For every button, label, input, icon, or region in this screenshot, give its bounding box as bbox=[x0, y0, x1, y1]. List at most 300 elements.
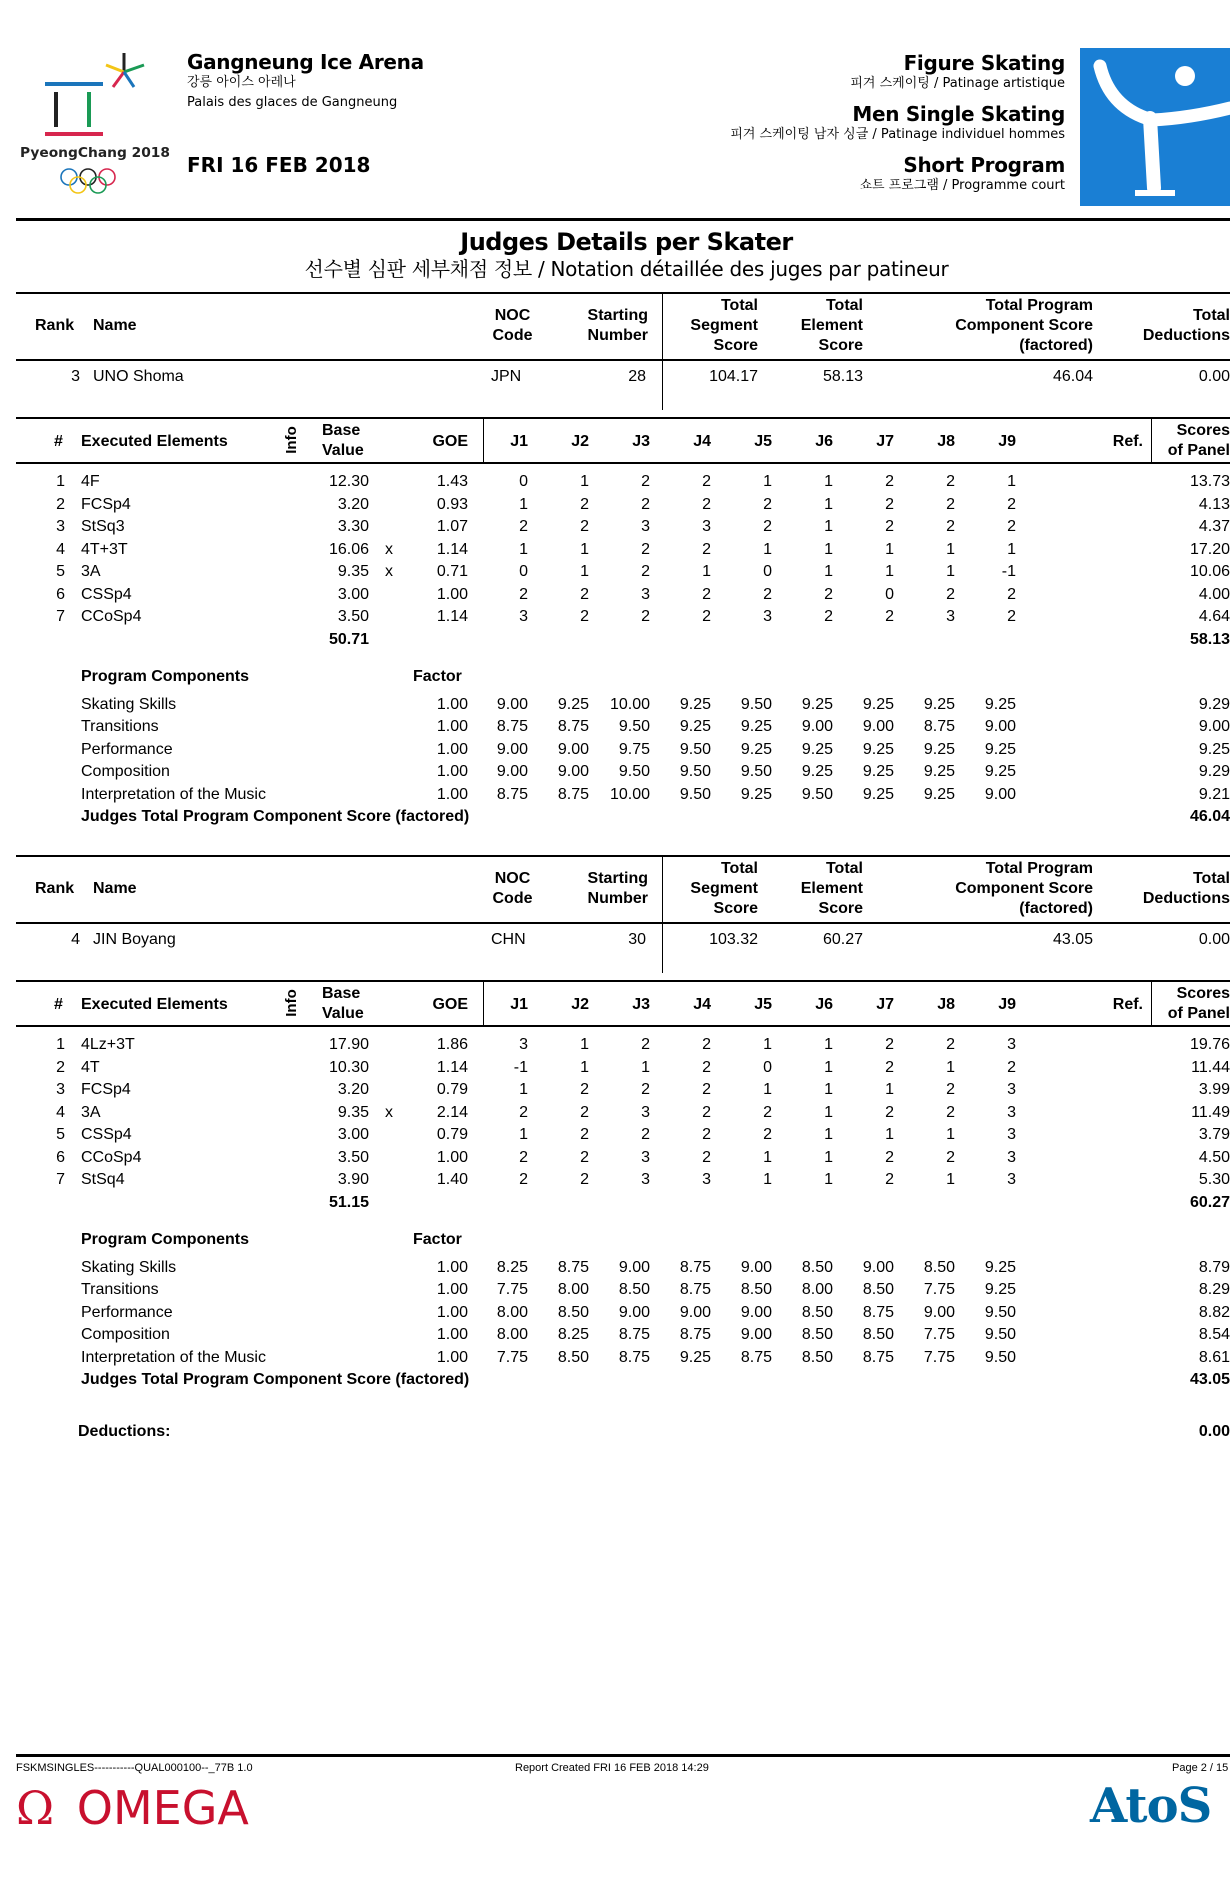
col-judge-header: J8 bbox=[937, 996, 955, 1013]
col-judge-header: J5 bbox=[754, 433, 772, 450]
component-factor: 1.00 bbox=[436, 718, 468, 735]
element-judge-score: 1 bbox=[885, 1081, 894, 1098]
element-judge-score: 1 bbox=[824, 518, 833, 535]
component-judge-score: 9.50 bbox=[679, 740, 711, 758]
skater-rank: 4 bbox=[71, 931, 80, 948]
element-judge-score: 1 bbox=[824, 1081, 833, 1098]
element-judge-score: 1 bbox=[824, 1058, 833, 1076]
col-pcs-header-2: Component Score bbox=[955, 317, 1093, 334]
event-title: Men Single Skating bbox=[852, 102, 1065, 126]
col-judge-header: J8 bbox=[937, 433, 955, 450]
component-judge-score: 8.75 bbox=[679, 1258, 711, 1276]
component-judge-score: 9.50 bbox=[740, 695, 772, 713]
component-judge-score: 9.25 bbox=[923, 763, 955, 780]
col-pcs-header-2: Component Score bbox=[955, 880, 1093, 897]
component-judge-score: 8.75 bbox=[618, 1326, 650, 1343]
col-tes-header-2: Element bbox=[800, 317, 863, 334]
col-tes-header-3: Score bbox=[818, 900, 863, 917]
element-judge-score: 2 bbox=[946, 1148, 955, 1166]
component-name: Performance bbox=[81, 1303, 173, 1321]
summary-header-rule bbox=[16, 922, 1230, 924]
omega-wordmark: OMEGA bbox=[76, 1781, 249, 1835]
component-judge-score: 8.00 bbox=[496, 1326, 528, 1343]
component-judge-score: 9.25 bbox=[984, 740, 1016, 758]
component-judge-score: 8.50 bbox=[801, 1303, 833, 1321]
element-base-value: 3.50 bbox=[337, 608, 369, 625]
element-judge-score: 2 bbox=[580, 1148, 589, 1166]
col-judge-header: J1 bbox=[510, 996, 528, 1013]
element-judge-score: 2 bbox=[946, 1036, 955, 1053]
element-judge-score: 1 bbox=[824, 1126, 833, 1143]
element-goe: 1.40 bbox=[436, 1171, 468, 1188]
element-base-value: 17.90 bbox=[328, 1036, 369, 1053]
element-bonus-flag: x bbox=[385, 563, 393, 580]
element-judge-score: 2 bbox=[824, 585, 833, 603]
col-base-header-2: Value bbox=[322, 442, 364, 459]
elements-top-rule bbox=[16, 980, 1230, 982]
component-judge-score: 9.50 bbox=[618, 718, 650, 735]
element-judge-score: 1 bbox=[763, 1171, 772, 1188]
element-goe: 0.79 bbox=[436, 1126, 468, 1143]
component-panel-score: 8.82 bbox=[1198, 1303, 1230, 1321]
element-judge-score: 2 bbox=[763, 495, 772, 513]
element-number: 6 bbox=[56, 1148, 65, 1166]
element-judge-score: 2 bbox=[824, 608, 833, 625]
component-factor: 1.00 bbox=[436, 1281, 468, 1298]
deductions-label: Deductions: bbox=[78, 1423, 171, 1440]
element-judge-score: 2 bbox=[702, 608, 711, 625]
col-goe-header: GOE bbox=[432, 433, 468, 450]
element-panel-score: 4.00 bbox=[1198, 585, 1230, 603]
element-base-value: 3.50 bbox=[337, 1148, 369, 1166]
element-bonus-flag: x bbox=[385, 1103, 393, 1121]
component-panel-score: 8.61 bbox=[1198, 1348, 1230, 1366]
element-goe: 1.43 bbox=[436, 473, 468, 490]
element-goe: 1.14 bbox=[436, 540, 468, 558]
venue-french: Palais des glaces de Gangneung bbox=[187, 95, 398, 110]
col-ded-header-2: Deductions bbox=[1142, 327, 1230, 344]
component-judge-score: 8.25 bbox=[557, 1326, 589, 1343]
element-base-value: 9.35 bbox=[337, 563, 369, 580]
component-judge-score: 9.25 bbox=[984, 763, 1016, 780]
element-goe: 1.07 bbox=[436, 518, 468, 535]
element-judge-score: 2 bbox=[580, 495, 589, 513]
element-judge-score: 3 bbox=[1007, 1126, 1016, 1143]
component-judge-score: 9.25 bbox=[801, 763, 833, 780]
element-panel-score: 4.37 bbox=[1198, 518, 1230, 535]
element-code: 3A bbox=[81, 563, 101, 580]
col-base-header-2: Value bbox=[322, 1005, 364, 1022]
component-judge-score: 9.00 bbox=[862, 718, 894, 735]
component-judge-score: 9.25 bbox=[679, 1348, 711, 1366]
element-judge-score: 2 bbox=[946, 585, 955, 603]
component-name: Transitions bbox=[81, 718, 159, 735]
element-code: CCoSp4 bbox=[81, 608, 142, 625]
header-divider bbox=[16, 218, 1230, 221]
component-judge-score: 8.75 bbox=[740, 1348, 772, 1366]
component-judge-score: 9.25 bbox=[923, 740, 955, 758]
component-factor: 1.00 bbox=[436, 1348, 468, 1366]
element-judge-score: 2 bbox=[885, 1058, 894, 1076]
program-components-header: Program Components bbox=[81, 1230, 250, 1248]
element-judge-score: 2 bbox=[519, 518, 528, 535]
element-base-value: 3.20 bbox=[337, 1081, 369, 1098]
col-goe-header: GOE bbox=[432, 996, 468, 1013]
component-factor: 1.00 bbox=[436, 1303, 468, 1321]
element-judge-score: 3 bbox=[1007, 1171, 1016, 1188]
element-judge-score: 1 bbox=[946, 1171, 955, 1188]
element-judge-score: 2 bbox=[763, 518, 772, 535]
component-name: Transitions bbox=[81, 1281, 159, 1298]
col-judge-header: J7 bbox=[876, 433, 894, 450]
col-number-header: # bbox=[54, 433, 63, 450]
col-info-header-text: Info bbox=[283, 426, 300, 454]
element-panel-score: 3.99 bbox=[1198, 1081, 1230, 1098]
element-judge-score: 2 bbox=[885, 495, 894, 513]
element-judge-score: 2 bbox=[946, 1103, 955, 1121]
col-rank-header: Rank bbox=[35, 880, 75, 897]
element-judge-score: 1 bbox=[824, 473, 833, 490]
col-pcs-header-3: (factored) bbox=[1019, 337, 1093, 354]
element-panel-score: 19.76 bbox=[1189, 1036, 1230, 1053]
skater-pcs-score: 43.05 bbox=[1052, 931, 1093, 948]
component-name: Interpretation of the Music bbox=[81, 1348, 266, 1366]
element-judge-score: 2 bbox=[519, 1171, 528, 1188]
component-panel-score: 9.21 bbox=[1198, 785, 1230, 803]
element-code: CSSp4 bbox=[81, 1126, 132, 1143]
component-judge-score: 8.50 bbox=[801, 1348, 833, 1366]
element-number: 4 bbox=[56, 1103, 65, 1121]
element-judge-score: 1 bbox=[946, 1126, 955, 1143]
col-panel-header-2: of Panel bbox=[1167, 1005, 1230, 1022]
element-judge-score: 3 bbox=[519, 1036, 528, 1053]
col-ref-header: Ref. bbox=[1112, 433, 1143, 450]
col-judge-header: J9 bbox=[998, 433, 1016, 450]
sport-title: Figure Skating bbox=[903, 51, 1065, 75]
col-rank-header: Rank bbox=[35, 317, 75, 334]
element-code: 3A bbox=[81, 1103, 101, 1121]
element-judge-score: 3 bbox=[1007, 1148, 1016, 1166]
element-judge-score: 1 bbox=[885, 540, 894, 558]
component-factor: 1.00 bbox=[436, 763, 468, 780]
elements-score-total: 58.13 bbox=[1189, 630, 1230, 648]
element-number: 1 bbox=[56, 473, 65, 490]
component-panel-score: 8.79 bbox=[1198, 1258, 1230, 1276]
element-code: 4T+3T bbox=[81, 540, 128, 558]
col-judge-header: J4 bbox=[693, 433, 711, 450]
element-goe: 1.14 bbox=[436, 1058, 468, 1076]
component-judge-score: 9.75 bbox=[618, 740, 650, 758]
col-tss-header-3: Score bbox=[713, 337, 758, 354]
elements-header-rule bbox=[16, 462, 1230, 464]
skater-element-score: 60.27 bbox=[822, 931, 863, 948]
skater-rank: 3 bbox=[71, 368, 80, 385]
element-number: 2 bbox=[56, 1058, 65, 1076]
element-judge-score: 2 bbox=[580, 608, 589, 625]
element-judge-score: 1 bbox=[946, 1058, 955, 1076]
component-judge-score: 8.75 bbox=[862, 1303, 894, 1321]
component-judge-score: 9.50 bbox=[984, 1348, 1016, 1366]
element-judge-score: 2 bbox=[641, 608, 650, 625]
component-judge-score: 8.50 bbox=[862, 1326, 894, 1343]
col-start-header-1: Starting bbox=[587, 307, 648, 324]
elements-divider-right bbox=[1151, 980, 1152, 1025]
component-name: Performance bbox=[81, 740, 173, 758]
element-base-value: 16.06 bbox=[328, 540, 369, 558]
omega-symbol-icon: Ω bbox=[16, 1781, 55, 1835]
component-judge-score: 8.50 bbox=[557, 1348, 589, 1366]
element-judge-score: 2 bbox=[702, 540, 711, 558]
element-judge-score: 1 bbox=[519, 1081, 528, 1098]
skater-name: JIN Boyang bbox=[93, 931, 176, 948]
elements-score-total: 60.27 bbox=[1189, 1193, 1230, 1211]
col-tss-header-1: Total bbox=[720, 297, 758, 314]
component-judge-score: 9.50 bbox=[984, 1326, 1016, 1343]
component-judge-score: 8.50 bbox=[801, 1258, 833, 1276]
element-judge-score: 0 bbox=[763, 1058, 772, 1076]
skater-noc: CHN bbox=[491, 931, 526, 948]
element-judge-score: 2 bbox=[702, 585, 711, 603]
element-judge-score: 2 bbox=[1007, 1058, 1016, 1076]
element-judge-score: 0 bbox=[763, 563, 772, 580]
col-start-header-2: Number bbox=[587, 890, 648, 907]
summary-header-rule bbox=[16, 359, 1230, 361]
page-title: Judges Details per Skater bbox=[460, 228, 793, 256]
skater-start-number: 30 bbox=[628, 931, 646, 948]
col-tss-header-2: Segment bbox=[690, 880, 758, 897]
component-judge-score: 7.75 bbox=[923, 1281, 955, 1298]
element-judge-score: 2 bbox=[519, 1148, 528, 1166]
segment-subtitle: 쇼트 프로그램 / Programme court bbox=[859, 178, 1065, 193]
venue-korean: 강릉 아이스 아레나 bbox=[187, 75, 296, 90]
component-judge-score: 8.75 bbox=[923, 718, 955, 735]
col-noc-header-1: NOC bbox=[494, 307, 531, 324]
element-judge-score: 2 bbox=[580, 1126, 589, 1143]
element-base-value: 3.00 bbox=[337, 585, 369, 603]
component-factor: 1.00 bbox=[436, 740, 468, 758]
element-panel-score: 4.13 bbox=[1198, 495, 1230, 513]
element-judge-score: 2 bbox=[580, 1081, 589, 1098]
col-judge-header: J7 bbox=[876, 996, 894, 1013]
element-judge-score: 2 bbox=[580, 1103, 589, 1121]
element-code: FCSp4 bbox=[81, 1081, 131, 1098]
element-code: CCoSp4 bbox=[81, 1148, 142, 1166]
component-judge-score: 9.00 bbox=[984, 718, 1016, 735]
element-base-value: 3.00 bbox=[337, 1126, 369, 1143]
element-judge-score: 2 bbox=[702, 1148, 711, 1166]
col-pcs-header-1: Total Program bbox=[985, 297, 1093, 314]
element-judge-score: 1 bbox=[763, 1036, 772, 1053]
element-judge-score: 3 bbox=[1007, 1036, 1016, 1053]
element-judge-score: 3 bbox=[641, 1171, 650, 1188]
component-judge-score: 9.25 bbox=[557, 695, 589, 713]
component-judge-score: 8.75 bbox=[679, 1326, 711, 1343]
component-judge-score: 9.00 bbox=[557, 740, 589, 758]
skater-pcs-score: 46.04 bbox=[1052, 368, 1093, 385]
summary-top-rule bbox=[16, 292, 1230, 294]
element-code: CSSp4 bbox=[81, 585, 132, 603]
col-tss-header-2: Segment bbox=[690, 317, 758, 334]
skater-deductions: 0.00 bbox=[1198, 931, 1230, 948]
element-judge-score: 2 bbox=[702, 1058, 711, 1076]
element-judge-score: 1 bbox=[946, 563, 955, 580]
element-judge-score: 2 bbox=[702, 1036, 711, 1053]
element-judge-score: 1 bbox=[885, 563, 894, 580]
component-judge-score: 9.00 bbox=[618, 1258, 650, 1276]
component-name: Skating Skills bbox=[81, 1258, 177, 1276]
element-judge-score: 2 bbox=[702, 1081, 711, 1098]
col-tss-header-1: Total bbox=[720, 860, 758, 877]
element-goe: 0.93 bbox=[436, 495, 468, 513]
element-judge-score: 2 bbox=[946, 473, 955, 490]
component-judge-score: 10.00 bbox=[609, 695, 650, 713]
element-judge-score: -1 bbox=[513, 1058, 528, 1076]
col-tss-header-3: Score bbox=[713, 900, 758, 917]
venue-title: Gangneung Ice Arena bbox=[187, 50, 424, 74]
component-name: Composition bbox=[81, 763, 170, 780]
component-judge-score: 7.75 bbox=[923, 1326, 955, 1343]
event-date: FRI 16 FEB 2018 bbox=[187, 153, 371, 177]
col-noc-header-2: Code bbox=[492, 890, 533, 907]
component-panel-score: 9.25 bbox=[1198, 740, 1230, 758]
component-judge-score: 9.00 bbox=[862, 1258, 894, 1276]
element-judge-score: 2 bbox=[702, 473, 711, 490]
base-value-total: 50.71 bbox=[328, 630, 369, 648]
component-factor: 1.00 bbox=[436, 1326, 468, 1343]
element-panel-score: 11.44 bbox=[1191, 1058, 1230, 1076]
judges-total-label: Judges Total Program Component Score (factored) bbox=[81, 1371, 470, 1388]
col-pcs-header-3: (factored) bbox=[1019, 900, 1093, 917]
element-judge-score: 1 bbox=[519, 540, 528, 558]
component-judge-score: 8.75 bbox=[862, 1348, 894, 1366]
figure-skater-icon bbox=[1080, 48, 1230, 206]
col-base-header-1: Base bbox=[322, 985, 361, 1002]
col-info-header bbox=[282, 985, 302, 1021]
element-judge-score: 1 bbox=[1007, 473, 1016, 490]
col-judge-header: J9 bbox=[998, 996, 1016, 1013]
element-judge-score: 2 bbox=[702, 1126, 711, 1143]
component-judge-score: 9.25 bbox=[984, 695, 1016, 713]
component-judge-score: 9.00 bbox=[496, 763, 528, 780]
component-name: Interpretation of the Music bbox=[81, 785, 266, 803]
element-bonus-flag: x bbox=[385, 540, 393, 558]
report-code: FSKMSINGLES-----------QUAL000100--_77B 1.0 bbox=[16, 1762, 253, 1774]
component-judge-score: 9.25 bbox=[862, 785, 894, 803]
element-judge-score: 1 bbox=[763, 473, 772, 490]
pyeongchang-emblem-icon bbox=[18, 50, 178, 202]
summary-divider bbox=[662, 292, 663, 410]
element-judge-score: 2 bbox=[885, 518, 894, 535]
skater-deductions: 0.00 bbox=[1198, 368, 1230, 385]
component-judge-score: 7.75 bbox=[923, 1348, 955, 1366]
summary-top-rule bbox=[16, 855, 1230, 857]
footer-divider bbox=[16, 1754, 1230, 1757]
element-panel-score: 3.79 bbox=[1198, 1126, 1230, 1143]
element-judge-score: 2 bbox=[885, 1103, 894, 1121]
element-judge-score: 2 bbox=[580, 585, 589, 603]
element-judge-score: 2 bbox=[946, 495, 955, 513]
element-code: 4T bbox=[81, 1058, 100, 1076]
component-judge-score: 9.25 bbox=[801, 695, 833, 713]
element-goe: 0.79 bbox=[436, 1081, 468, 1098]
col-tes-header-1: Total bbox=[825, 860, 863, 877]
logo-text: PyeongChang 2018 bbox=[20, 146, 170, 161]
component-judge-score: 9.25 bbox=[923, 695, 955, 713]
atos-logo: AtoS bbox=[1090, 1778, 1212, 1834]
element-judge-score: 0 bbox=[519, 563, 528, 580]
component-judge-score: 9.25 bbox=[740, 740, 772, 758]
element-base-value: 10.30 bbox=[328, 1058, 369, 1076]
component-judge-score: 10.00 bbox=[609, 785, 650, 803]
judges-total-label: Judges Total Program Component Score (factored) bbox=[81, 808, 470, 825]
col-panel-header-2: of Panel bbox=[1167, 442, 1230, 459]
col-info-header bbox=[282, 422, 302, 458]
component-judge-score: 9.25 bbox=[984, 1258, 1016, 1276]
component-name: Composition bbox=[81, 1326, 170, 1343]
component-judge-score: 9.50 bbox=[679, 785, 711, 803]
component-judge-score: 8.50 bbox=[862, 1281, 894, 1298]
component-judge-score: 8.50 bbox=[801, 1326, 833, 1343]
element-panel-score: 11.49 bbox=[1191, 1103, 1230, 1121]
component-judge-score: 8.50 bbox=[740, 1281, 772, 1298]
report-created: Report Created FRI 16 FEB 2018 14:29 bbox=[515, 1762, 709, 1774]
component-judge-score: 8.50 bbox=[923, 1258, 955, 1276]
element-judge-score: 1 bbox=[763, 540, 772, 558]
pyeongchang-logo bbox=[18, 50, 178, 202]
component-judge-score: 8.75 bbox=[496, 718, 528, 735]
skater-segment-score: 104.17 bbox=[709, 368, 758, 385]
sport-subtitle: 피겨 스케이팅 / Patinage artistique bbox=[850, 76, 1065, 91]
component-judge-score: 9.25 bbox=[862, 695, 894, 713]
element-goe: 2.14 bbox=[436, 1103, 468, 1121]
element-judge-score: -1 bbox=[1001, 563, 1016, 580]
col-ded-header-1: Total bbox=[1192, 307, 1230, 324]
element-judge-score: 3 bbox=[641, 1103, 650, 1121]
element-base-value: 9.35 bbox=[337, 1103, 369, 1121]
deductions-total: 0.00 bbox=[1198, 1423, 1230, 1440]
col-judge-header: J2 bbox=[571, 433, 589, 450]
component-panel-score: 8.29 bbox=[1198, 1281, 1230, 1298]
col-judge-header: J5 bbox=[754, 996, 772, 1013]
col-pcs-header-1: Total Program bbox=[985, 860, 1093, 877]
component-factor: 1.00 bbox=[436, 1258, 468, 1276]
element-goe: 1.00 bbox=[436, 1148, 468, 1166]
component-judge-score: 9.25 bbox=[740, 785, 772, 803]
element-judge-score: 2 bbox=[1007, 518, 1016, 535]
element-judge-score: 1 bbox=[824, 540, 833, 558]
element-judge-score: 3 bbox=[641, 518, 650, 535]
component-judge-score: 8.00 bbox=[496, 1303, 528, 1321]
component-judge-score: 9.25 bbox=[679, 695, 711, 713]
col-base-header-1: Base bbox=[322, 422, 361, 439]
component-judge-score: 8.75 bbox=[557, 718, 589, 735]
element-judge-score: 3 bbox=[702, 1171, 711, 1188]
element-judge-score: 3 bbox=[519, 608, 528, 625]
col-noc-header-2: Code bbox=[492, 327, 533, 344]
component-judge-score: 8.75 bbox=[679, 1281, 711, 1298]
component-judge-score: 9.25 bbox=[740, 718, 772, 735]
skater-start-number: 28 bbox=[628, 368, 646, 385]
component-judge-score: 9.25 bbox=[679, 718, 711, 735]
skater-segment-score: 103.32 bbox=[709, 931, 758, 948]
element-judge-score: 1 bbox=[824, 1036, 833, 1053]
element-judge-score: 2 bbox=[641, 1081, 650, 1098]
element-code: StSq3 bbox=[81, 518, 125, 535]
judges-total-score: 43.05 bbox=[1189, 1371, 1230, 1388]
element-judge-score: 2 bbox=[885, 1171, 894, 1188]
element-judge-score: 2 bbox=[1007, 608, 1016, 625]
col-judge-header: J1 bbox=[510, 433, 528, 450]
